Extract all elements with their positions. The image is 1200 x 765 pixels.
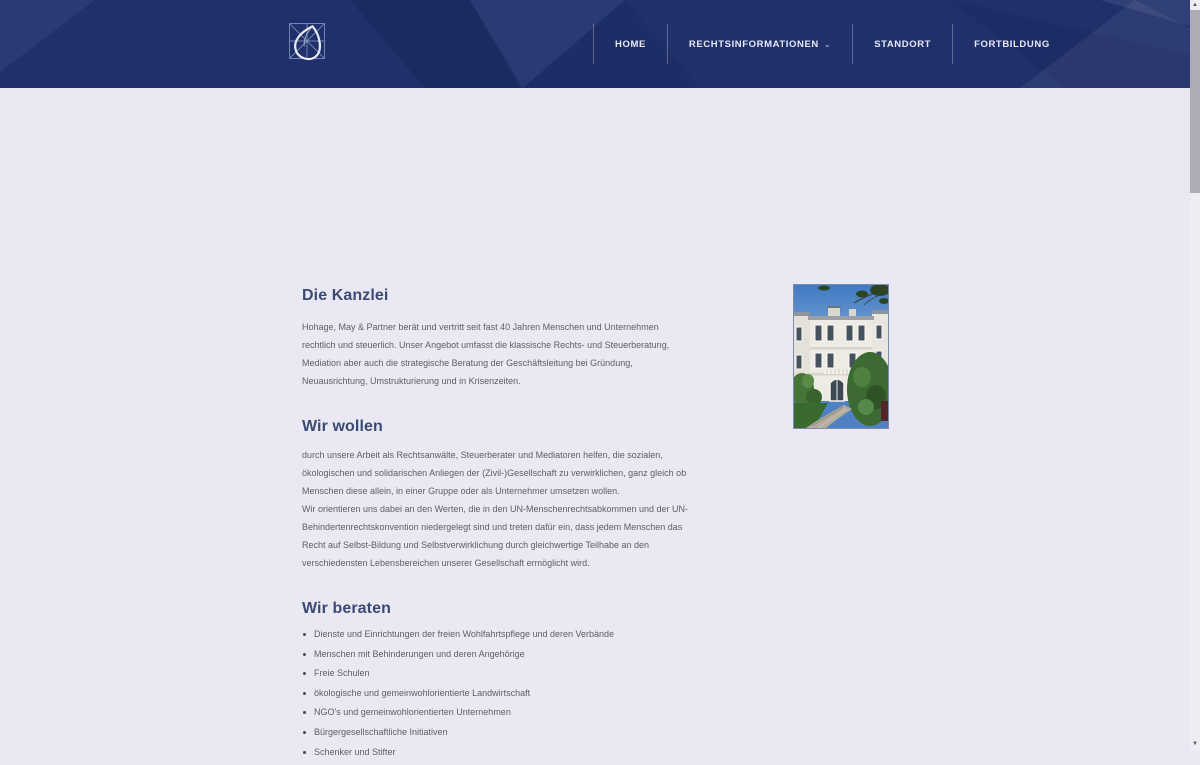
nav-item-label: STANDORT: [874, 38, 932, 50]
section-heading: Die Kanzlei: [302, 287, 389, 304]
site-header: [0, 0, 1190, 88]
scrollbar-thumb[interactable]: [1190, 10, 1200, 193]
chevron-down-icon: ⌄: [823, 39, 832, 49]
nav-item-home[interactable]: [593, 24, 667, 64]
nav-item-label: RECHTSINFORMATIONEN: [688, 38, 819, 50]
section-heading: Wir beraten: [302, 600, 391, 617]
list-item: ökologische und gemeinwohlorientierte Landwirtschaft: [302, 687, 694, 701]
list-item: Freie Schulen: [302, 667, 694, 681]
nav-item-label: FORTBILDUNG: [974, 38, 1050, 50]
section-paragraph: durch unsere Arbeit als Rechtsanwälte, Steuerberater und Mediatoren helfen, die sozialen, ökologischen und solidarischen Anliegen der (Zivil-)Gesellschaft zu verwirklichen, ganz gleich ob Menschen diese allein, in einer Gruppe oder als Unternehmer umsetzen wollen.: [302, 450, 687, 496]
section-die-kanzlei: [302, 286, 694, 390]
list-item: Schenker und Stifter: [302, 746, 694, 760]
office-building-photo: [793, 284, 889, 429]
list-item: NGO's und gemeinwohlorientierten Unternehmen: [302, 706, 694, 720]
scroll-down-arrow-icon[interactable]: ▼: [1192, 741, 1198, 747]
section-wir-wollen: [302, 417, 694, 572]
section-heading: Wir wollen: [302, 418, 383, 435]
nav-item-label: HOME: [615, 38, 646, 50]
nav-item-rechtsinformationen[interactable]: [667, 24, 852, 64]
page-scrollbar-track[interactable]: [1190, 0, 1200, 750]
section-paragraph: Wir orientieren uns dabei an den Werten, die in den UN-Menschenrechtsabkommen und der UN-Behindertenrechtskonvention niedergelegt sind und treten dafür ein, dass jedem Menschen das Recht auf Selbst-Bildung und Selbstverwirklichung durch gleichwertige Teilhabe an den verschiedensten Lebensbereichen unserer Gesellschaft ermöglicht wird.: [302, 504, 689, 568]
main-content: [302, 286, 694, 765]
firm-logo[interactable]: [285, 16, 329, 66]
section-paragraph: Hohage, May & Partner berät und vertritt seit fast 40 Jahren Menschen und Unternehmen rechtlich und steuerlich. Unser Angebot umfasst die klassische Rechts- und Steuerberatung, Mediation aber auch die strategische Beratung der Geschäftsleitung bei Gründung, Neuausrichtung, Umstrukturierung und in Krisenzeiten.: [302, 322, 670, 386]
list-item: Bürgergesellschaftliche Initiativen: [302, 726, 694, 740]
main-nav: [593, 0, 1072, 88]
list-item: Menschen mit Behinderungen und deren Angehörige: [302, 648, 694, 662]
section-wir-beraten: [302, 599, 694, 759]
scroll-up-arrow-icon[interactable]: ▲: [1192, 2, 1198, 8]
advice-bullet-list: [302, 628, 694, 759]
nav-item-fortbildung[interactable]: [952, 24, 1072, 64]
nav-item-standort[interactable]: [852, 24, 952, 64]
list-item: Dienste und Einrichtungen der freien Wohlfahrtspflege und deren Verbände: [302, 628, 694, 642]
